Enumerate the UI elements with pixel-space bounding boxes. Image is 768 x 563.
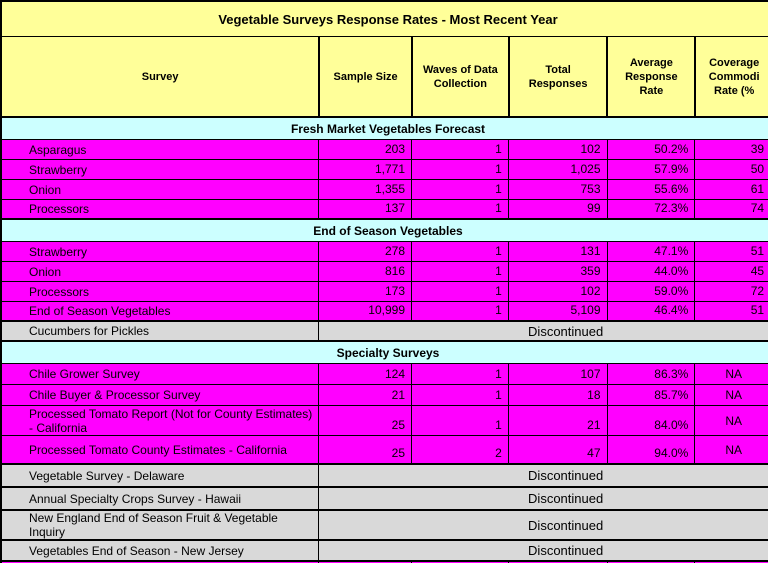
total-responses-value: 99 [508, 200, 607, 218]
table-row-discontinued [2, 541, 768, 562]
survey-name: Vegetable Survey - Delaware [29, 468, 185, 483]
waves-value: 1 [411, 385, 508, 405]
discontinued-status: Discontinued [318, 488, 768, 509]
survey-name: End of Season Vegetables [29, 304, 171, 318]
avg-response-rate-value: 72.3% [607, 200, 695, 218]
table-row [2, 436, 768, 465]
discontinued-status: Discontinued [318, 511, 768, 539]
survey-name: Processed Tomato County Estimates - California [29, 442, 287, 457]
coverage-rate-value: NA [694, 364, 768, 384]
coverage-rate-value: 51 [694, 302, 768, 320]
coverage-rate-value: 61 [694, 180, 768, 199]
avg-response-rate-value: 55.6% [607, 180, 695, 199]
column-header-survey [2, 37, 318, 116]
table-row [2, 160, 768, 180]
survey-name: Onion [29, 182, 62, 197]
sample-size-value: 1,771 [318, 160, 411, 179]
total-responses-value: 359 [508, 262, 607, 281]
column-header-label: Response [625, 70, 678, 83]
column-header-label: Collection [433, 77, 487, 90]
waves-value: 1 [411, 200, 508, 218]
survey-name: Processors [29, 202, 90, 216]
avg-response-rate-value: 59.0% [607, 282, 695, 301]
table-row [2, 140, 768, 160]
waves-value: 1 [411, 282, 508, 301]
column-header-label: Waves of Data [422, 63, 498, 76]
table-title: Vegetable Surveys Response Rates - Most Recent Year [218, 11, 558, 27]
column-header-average-response-rate [606, 37, 694, 116]
survey-name: New England End of Season Fruit & Vegetable Inquiry [29, 511, 278, 539]
avg-response-rate-value: 46.4% [607, 302, 695, 320]
total-responses-value: 1,025 [508, 160, 607, 179]
section-title: Fresh Market Vegetables Forecast [290, 121, 486, 136]
table-row [2, 385, 768, 406]
sample-size-value: 25 [318, 436, 411, 463]
survey-name: Processors [29, 284, 90, 299]
table-row-discontinued [2, 488, 768, 511]
table-row [2, 180, 768, 200]
avg-response-rate-value: 44.0% [607, 262, 695, 281]
survey-name: Annual Specialty Crops Survey - Hawaii [29, 491, 242, 506]
waves-value: 1 [411, 302, 508, 320]
coverage-rate-value: 39 [694, 140, 768, 159]
avg-response-rate-value: 94.0% [607, 436, 695, 463]
waves-value: 1 [411, 262, 508, 281]
table-row-discontinued [2, 322, 768, 342]
sample-size-value: 21 [318, 385, 411, 405]
survey-name: Cucumbers for Pickles [29, 324, 150, 338]
discontinued-status: Discontinued [318, 465, 768, 486]
header-row [2, 37, 768, 118]
column-header-label: Sample Size [333, 70, 398, 83]
sample-size-value: 816 [318, 262, 411, 281]
survey-name: Chile Buyer & Processor Survey [29, 388, 201, 402]
section-title: End of Season Vegetables [313, 223, 463, 238]
coverage-rate-value: NA [694, 406, 768, 435]
column-header-label: Survey [141, 70, 179, 83]
survey-name: Chile Grower Survey [29, 367, 140, 381]
table-row [2, 406, 768, 436]
column-header-label: Total [545, 63, 571, 76]
column-header-coverage-rate [694, 37, 768, 116]
section-header-specialty [2, 342, 768, 364]
avg-response-rate-value: 85.7% [607, 385, 695, 405]
table-row [2, 364, 768, 385]
survey-name: Strawberry [29, 162, 88, 177]
avg-response-rate-value: 84.0% [607, 406, 695, 435]
coverage-rate-value: 45 [694, 262, 768, 281]
discontinued-status: Discontinued [318, 541, 768, 560]
avg-response-rate-value: 57.9% [607, 160, 695, 179]
sample-size-value: 124 [318, 364, 411, 384]
column-header-label: Responses [528, 77, 588, 90]
column-header-sample-size [318, 37, 411, 116]
coverage-rate-value: 74 [694, 200, 768, 218]
column-header-label: Average [629, 56, 673, 69]
waves-value: 1 [411, 180, 508, 199]
survey-name: Processed Tomato Report (Not for County Estimates) - California [29, 406, 313, 435]
sample-size-value: 10,999 [318, 302, 411, 320]
sample-size-value: 173 [318, 282, 411, 301]
waves-value: 1 [411, 242, 508, 261]
waves-value: 1 [411, 160, 508, 179]
column-header-label: Rate (% [714, 84, 755, 97]
total-responses-value: 47 [508, 436, 607, 463]
sample-size-value: 203 [318, 140, 411, 159]
sample-size-value: 137 [318, 200, 411, 218]
survey-name: Asparagus [29, 142, 87, 157]
coverage-rate-value: NA [694, 385, 768, 405]
table-row [2, 302, 768, 322]
survey-name: Vegetables End of Season - New Jersey [29, 543, 244, 558]
sample-size-value: 25 [318, 406, 411, 435]
table-row [2, 242, 768, 262]
column-header-waves [411, 37, 508, 116]
total-responses-value: 753 [508, 180, 607, 199]
total-responses-value: 5,109 [508, 302, 607, 320]
column-header-label: Commodi [708, 70, 760, 83]
total-responses-value: 18 [508, 385, 607, 405]
total-responses-value: 102 [508, 282, 607, 301]
table-row [2, 200, 768, 220]
total-responses-value: 107 [508, 364, 607, 384]
coverage-rate-value: 50 [694, 160, 768, 179]
avg-response-rate-value: 86.3% [607, 364, 695, 384]
discontinued-status: Discontinued [318, 322, 768, 340]
total-responses-value: 131 [508, 242, 607, 261]
waves-value: 1 [411, 406, 508, 435]
total-responses-value: 21 [508, 406, 607, 435]
section-header-fresh-market [2, 118, 768, 140]
waves-value: 1 [411, 140, 508, 159]
column-header-label: Coverage [709, 56, 760, 69]
column-header-label: Rate [639, 84, 664, 97]
table-row [2, 282, 768, 302]
section-title: Specialty Surveys [336, 345, 440, 360]
avg-response-rate-value: 47.1% [607, 242, 695, 261]
table-row-discontinued [2, 511, 768, 541]
avg-response-rate-value: 50.2% [607, 140, 695, 159]
coverage-rate-value: 72 [694, 282, 768, 301]
title-row [2, 2, 768, 37]
waves-value: 1 [411, 364, 508, 384]
table-row [2, 262, 768, 282]
column-header-total-responses [508, 37, 607, 116]
table-row-discontinued [2, 465, 768, 488]
sample-size-value: 1,355 [318, 180, 411, 199]
section-header-end-of-season [2, 220, 768, 242]
total-responses-value: 102 [508, 140, 607, 159]
coverage-rate-value: 51 [694, 242, 768, 261]
coverage-rate-value: NA [694, 436, 768, 463]
survey-name: Onion [29, 264, 62, 279]
waves-value: 2 [411, 436, 508, 463]
sample-size-value: 278 [318, 242, 411, 261]
survey-name: Strawberry [29, 244, 88, 259]
